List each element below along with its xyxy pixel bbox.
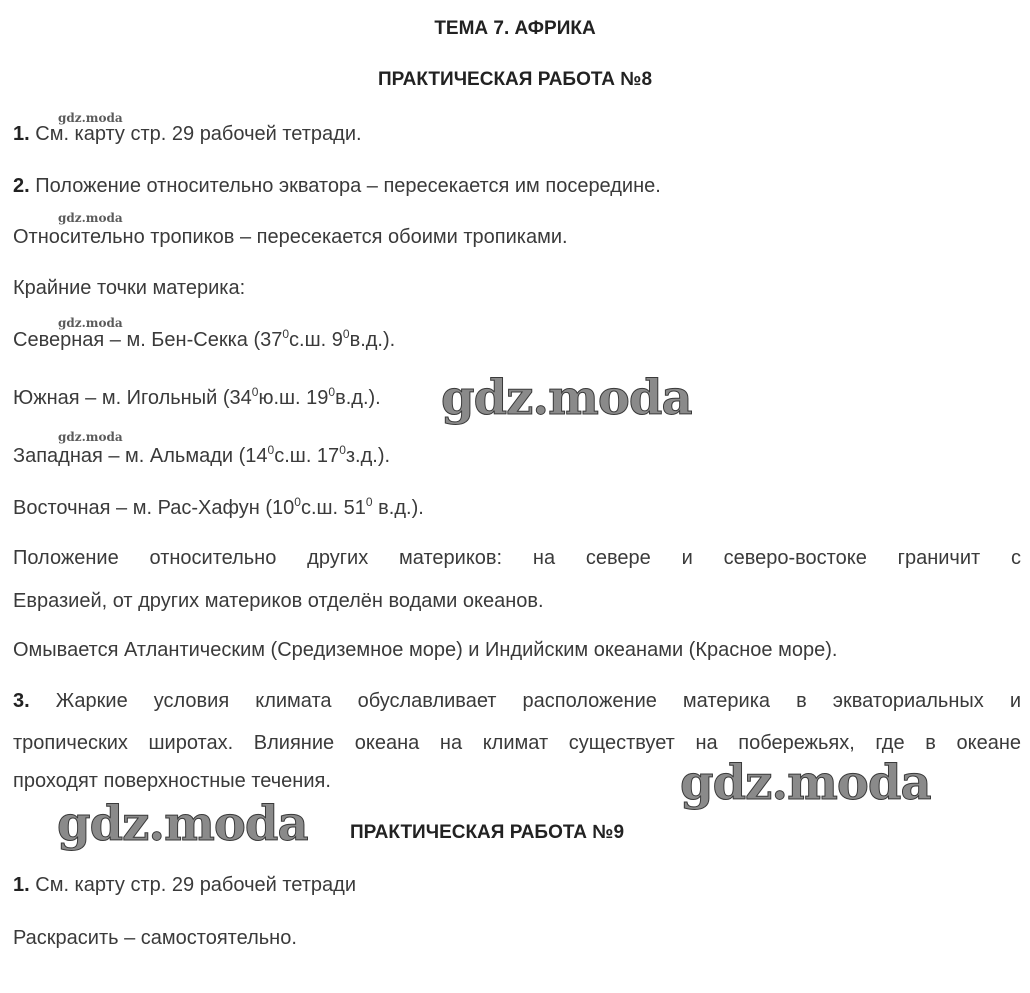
work-9-item-2: Раскрасить – самостоятельно. bbox=[13, 927, 297, 949]
watermark-large: gdz.moda bbox=[680, 755, 931, 811]
degree-mark: 0 bbox=[251, 385, 259, 399]
position-text-line-1: Положение относительно других материков: на севере и северо-востоке граничит с bbox=[13, 547, 1021, 569]
topic-title: ТЕМА 7. АФРИКА bbox=[434, 18, 596, 39]
south-text-a: ю.ш. 19 bbox=[258, 387, 329, 409]
oceans-text: Омывается Атлантическим (Средиземное море) и Индийским океанами (Красное море). bbox=[13, 639, 838, 661]
east-text-a: с.ш. 51 bbox=[300, 497, 366, 519]
east-text-b: в.д.). bbox=[372, 497, 424, 519]
item-text: См. карту стр. 29 рабочей тетради. bbox=[29, 123, 362, 145]
south-point bbox=[13, 386, 381, 410]
watermark-small: gdz.moda bbox=[58, 211, 123, 225]
work-8-title: ПРАКТИЧЕСКАЯ РАБОТА №8 bbox=[377, 69, 653, 90]
degree-mark: 0 bbox=[294, 495, 301, 509]
north-text-b: в.д.). bbox=[349, 329, 396, 351]
item-text: См. карту стр. 29 рабочей тетради bbox=[29, 874, 356, 896]
work-9-title: ПРАКТИЧЕСКАЯ РАБОТА №9 bbox=[350, 822, 625, 843]
work-9-item-1 bbox=[13, 873, 356, 897]
east-text: Восточная – м. Рас-Хафун (10 bbox=[13, 497, 295, 519]
watermark-large: gdz.moda bbox=[57, 796, 308, 852]
item-3-line-2: тропических широтах. Влияние океана на климат существует на побережьях, где в океане bbox=[13, 732, 1021, 754]
item-number: 2. bbox=[13, 175, 30, 197]
extreme-points-heading: Крайние точки материка: bbox=[13, 277, 246, 299]
degree-mark: 0 bbox=[267, 443, 275, 457]
item-3-line-3: проходят поверхностные течения. bbox=[13, 770, 331, 792]
north-text-a: с.ш. 9 bbox=[289, 329, 343, 351]
watermark-small: gdz.moda bbox=[58, 316, 123, 330]
degree-mark: 0 bbox=[339, 443, 346, 457]
west-text-b: з.д.). bbox=[345, 445, 391, 467]
item-text: Положение относительно экватора – пересекается им посередине. bbox=[29, 175, 661, 197]
watermark-small: gdz.moda bbox=[58, 430, 123, 444]
degree-mark: 0 bbox=[365, 495, 373, 509]
north-text: Северная – м. Бен-Секка (37 bbox=[13, 329, 283, 351]
item-text: Жаркие условия климата обуславливает расположение материка в экваториальных и bbox=[29, 690, 1021, 712]
tropics-text: Относительно тропиков – пересекается обоими тропиками. bbox=[13, 226, 568, 248]
west-text: Западная – м. Альмади (14 bbox=[13, 445, 268, 467]
south-text-b: в.д.). bbox=[335, 387, 381, 409]
west-point bbox=[13, 444, 390, 468]
item-number: 3. bbox=[13, 690, 30, 712]
east-point bbox=[13, 496, 424, 520]
item-1 bbox=[13, 122, 362, 146]
north-point bbox=[13, 328, 395, 352]
watermark-small: gdz.moda bbox=[58, 111, 123, 125]
item-3-line-1 bbox=[13, 689, 1021, 713]
degree-mark: 0 bbox=[328, 385, 336, 399]
degree-mark: 0 bbox=[282, 327, 290, 341]
watermark-large: gdz.moda bbox=[441, 370, 692, 426]
item-2 bbox=[13, 174, 661, 198]
position-text-line-2: Евразией, от других материков отделён водами океанов. bbox=[13, 590, 544, 612]
item-number: 1. bbox=[13, 874, 30, 896]
west-text-a: с.ш. 17 bbox=[274, 445, 340, 467]
item-number: 1. bbox=[13, 123, 30, 145]
south-text: Южная – м. Игольный (34 bbox=[13, 387, 252, 409]
degree-mark: 0 bbox=[342, 327, 350, 341]
